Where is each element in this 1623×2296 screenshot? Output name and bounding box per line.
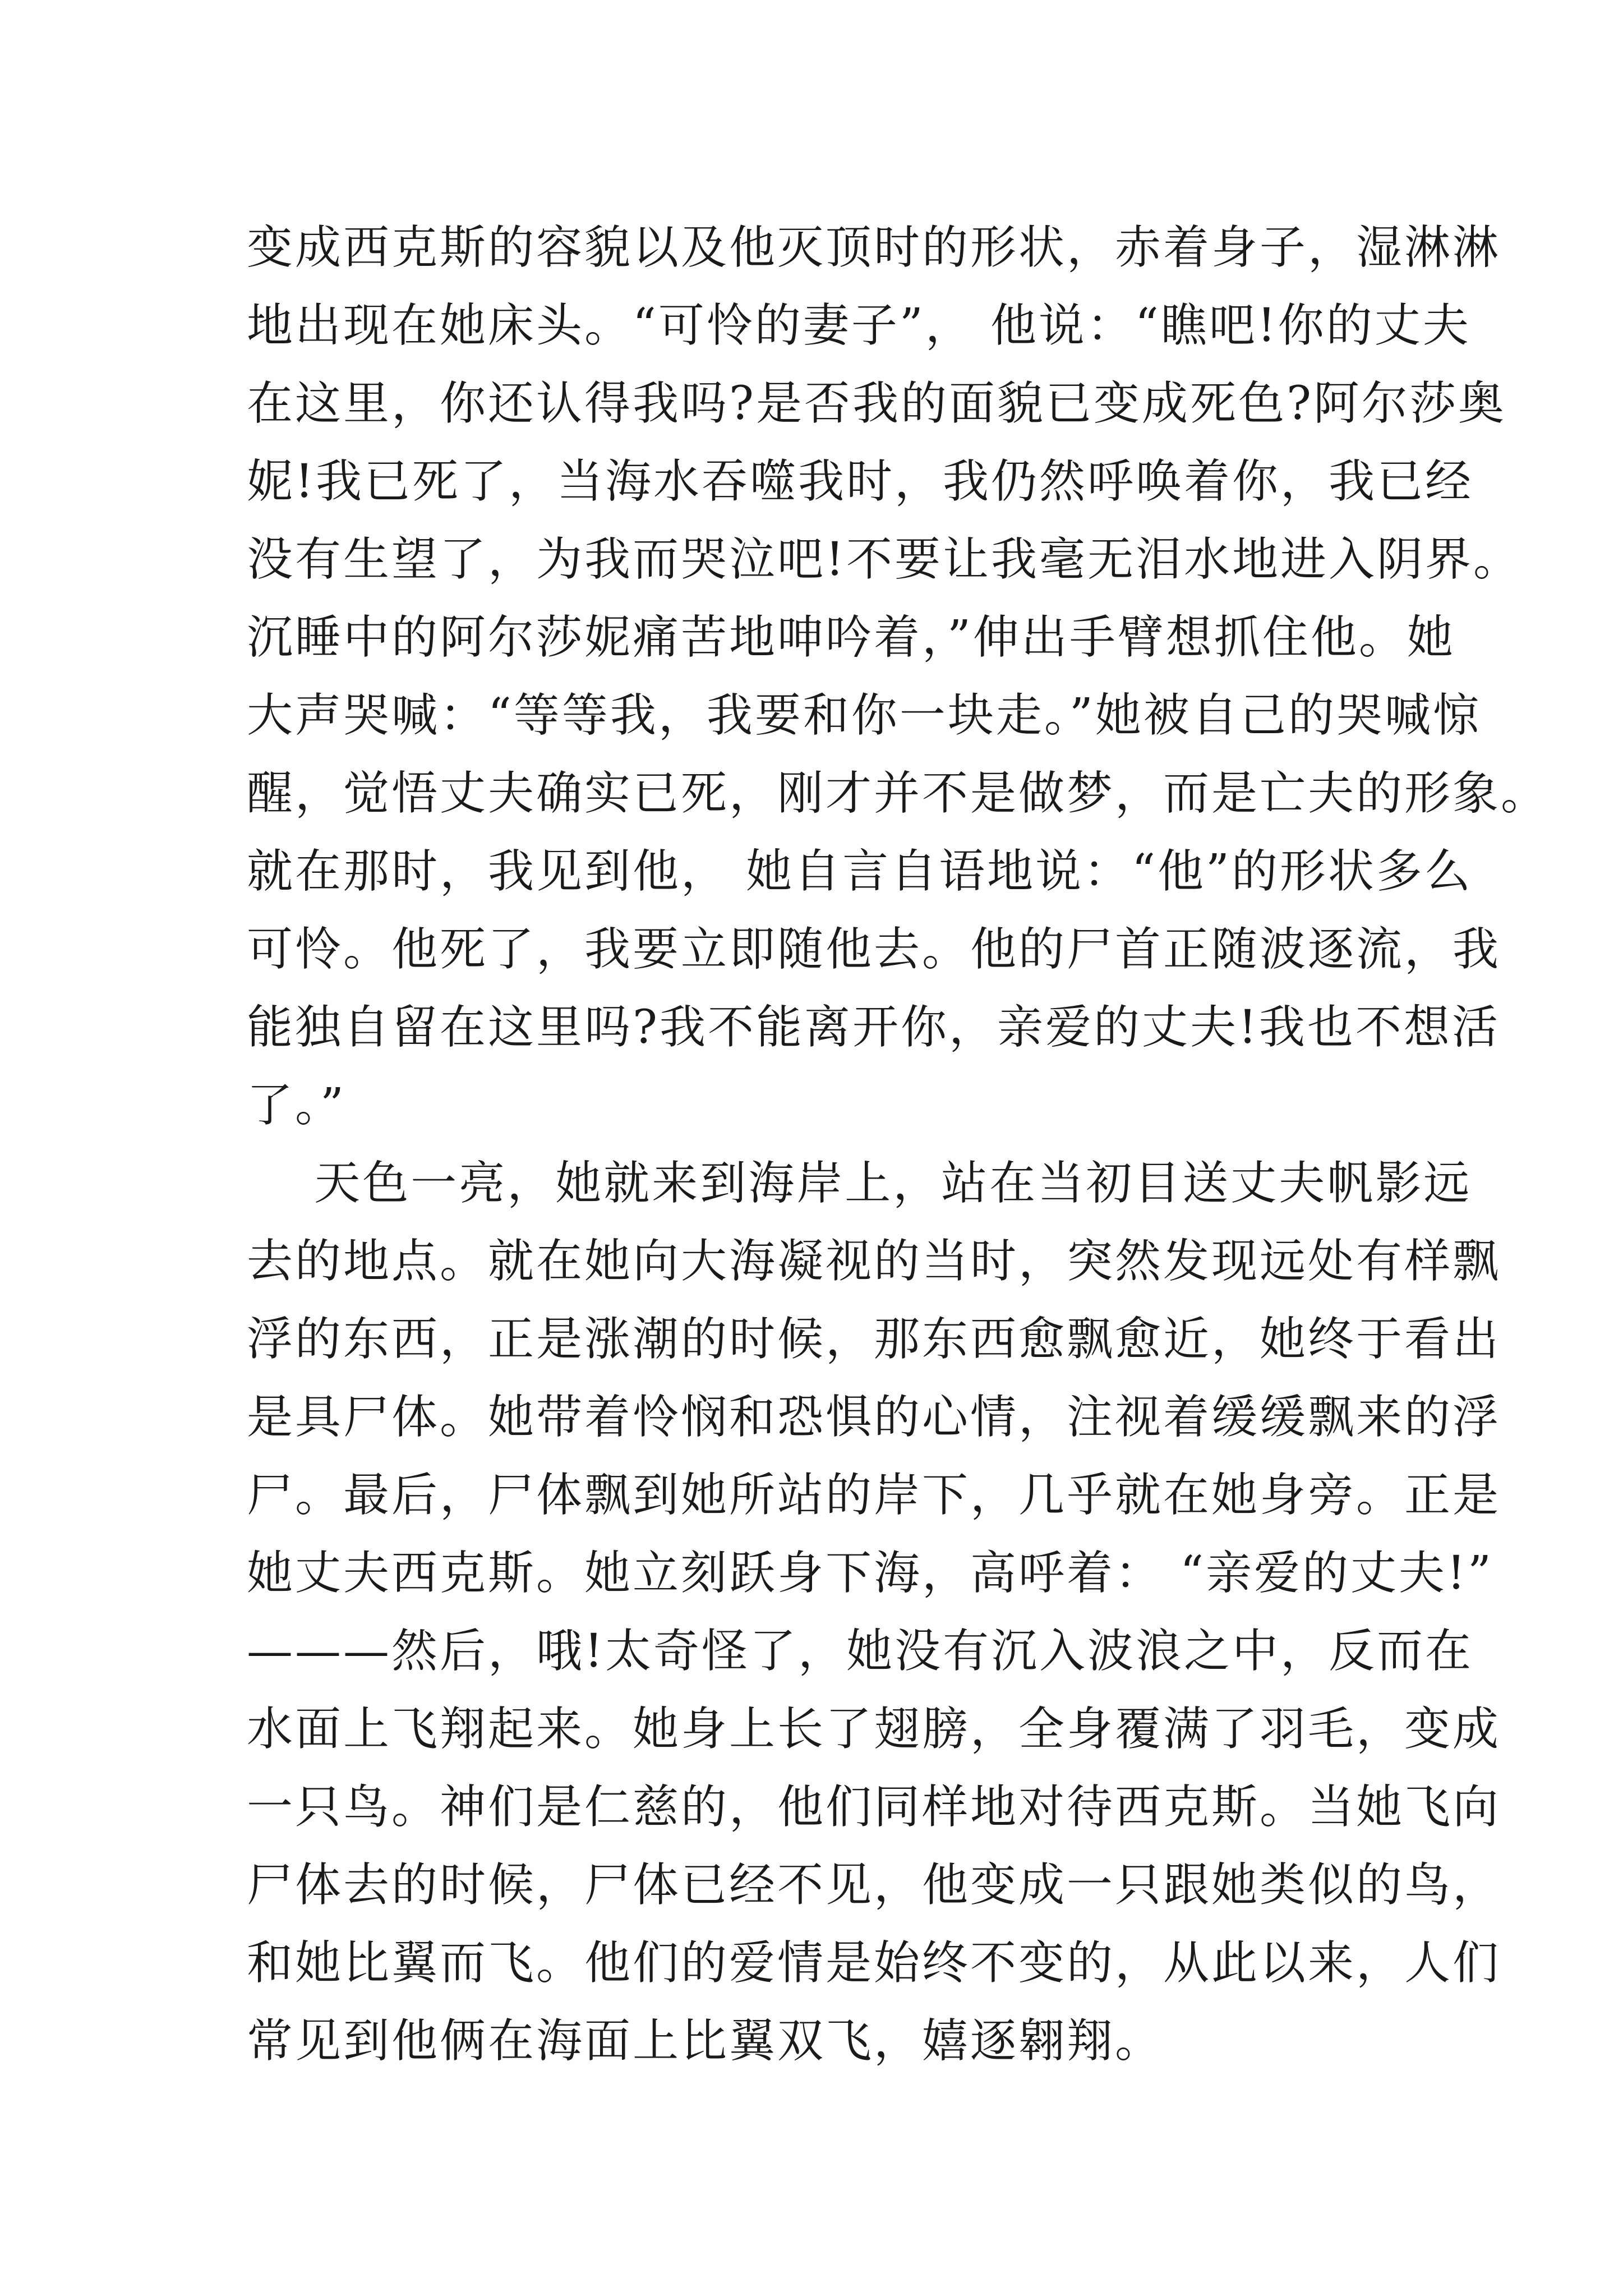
text-line: 在这里，你还认得我吗?是否我的面貌已变成死色?阿尔莎奥 xyxy=(247,377,1506,430)
text-line: 浮的东西，正是涨潮的时候，那东西愈飘愈近，她终于看出 xyxy=(247,1313,1501,1366)
text-line: 天色一亮，她就来到海岸上，站在当初目送丈夫帆影远 xyxy=(247,1157,1472,1210)
text-line: 去的地点。就在她向大海凝视的当时，突然发现远处有样飘 xyxy=(247,1235,1501,1288)
text-line: 了。” xyxy=(247,1079,346,1132)
text-line: 一只鸟。神们是仁慈的，他们同样地对待西克斯。当她飞向 xyxy=(247,1780,1501,1834)
text-line: ———然后，哦!太奇怪了，她没有沉入波浪之中，反而在 xyxy=(247,1625,1473,1678)
text-line: 能独自留在这里吗?我不能离开你，亲爱的丈夫!我也不想活 xyxy=(247,1001,1500,1054)
text-line: 就在那时，我见到他， 她自言自语地说：“他”的形状多么 xyxy=(247,845,1473,898)
text-line: 尸体去的时候，尸体已经不见，他变成一只跟她类似的鸟， xyxy=(247,1858,1501,1912)
text-line: 尸。最后，尸体飘到她所站的岸下，几乎就在她身旁。正是 xyxy=(247,1469,1501,1522)
text-line: 变成西克斯的容貌以及他灭顶时的形状，赤着身子，湿淋淋 xyxy=(247,221,1501,274)
paragraph-1 xyxy=(247,209,1550,1144)
text-line: 醒，觉悟丈夫确实已死，刚才并不是做梦，而是亡夫的形象。 xyxy=(247,767,1550,820)
text-line: 和她比翼而飞。他们的爱情是始终不变的，从此以来，人们 xyxy=(247,1936,1501,1990)
text-line: 地出现在她床头。“可怜的妻子”， 他说：“瞧吧!你的丈夫 xyxy=(247,299,1471,352)
text-line: 她丈夫西克斯。她立刻跃身下海，高呼着： “亲爱的丈夫!” xyxy=(247,1547,1493,1600)
text-line: 沉睡中的阿尔莎妮痛苦地呻吟着，”伸出手臂想抓住他。她 xyxy=(247,611,1455,664)
text-line: 可怜。他死了，我要立即随他去。他的尸首正随波逐流，我 xyxy=(247,923,1501,976)
text-line: 大声哭喊：“等等我，我要和你一块走。”她被自己的哭喊惊 xyxy=(247,689,1481,742)
text-line: 水面上飞翔起来。她身上长了翅膀，全身覆满了羽毛，变成 xyxy=(247,1703,1501,1756)
text-line: 没有生望了，为我而哭泣吧!不要让我毫无泪水地进入阴界。 xyxy=(247,533,1521,586)
paragraph-2 xyxy=(247,1144,1501,2080)
text-line: 常见到他俩在海面上比翼双飞，嬉逐翱翔。 xyxy=(247,2014,1164,2068)
text-line: 妮!我已死了，当海水吞噬我时，我仍然呼唤着你，我已经 xyxy=(247,455,1473,508)
body-text xyxy=(247,209,1550,2080)
text-line: 是具尸体。她带着怜悯和恐惧的心情，注视着缓缓飘来的浮 xyxy=(247,1391,1501,1444)
